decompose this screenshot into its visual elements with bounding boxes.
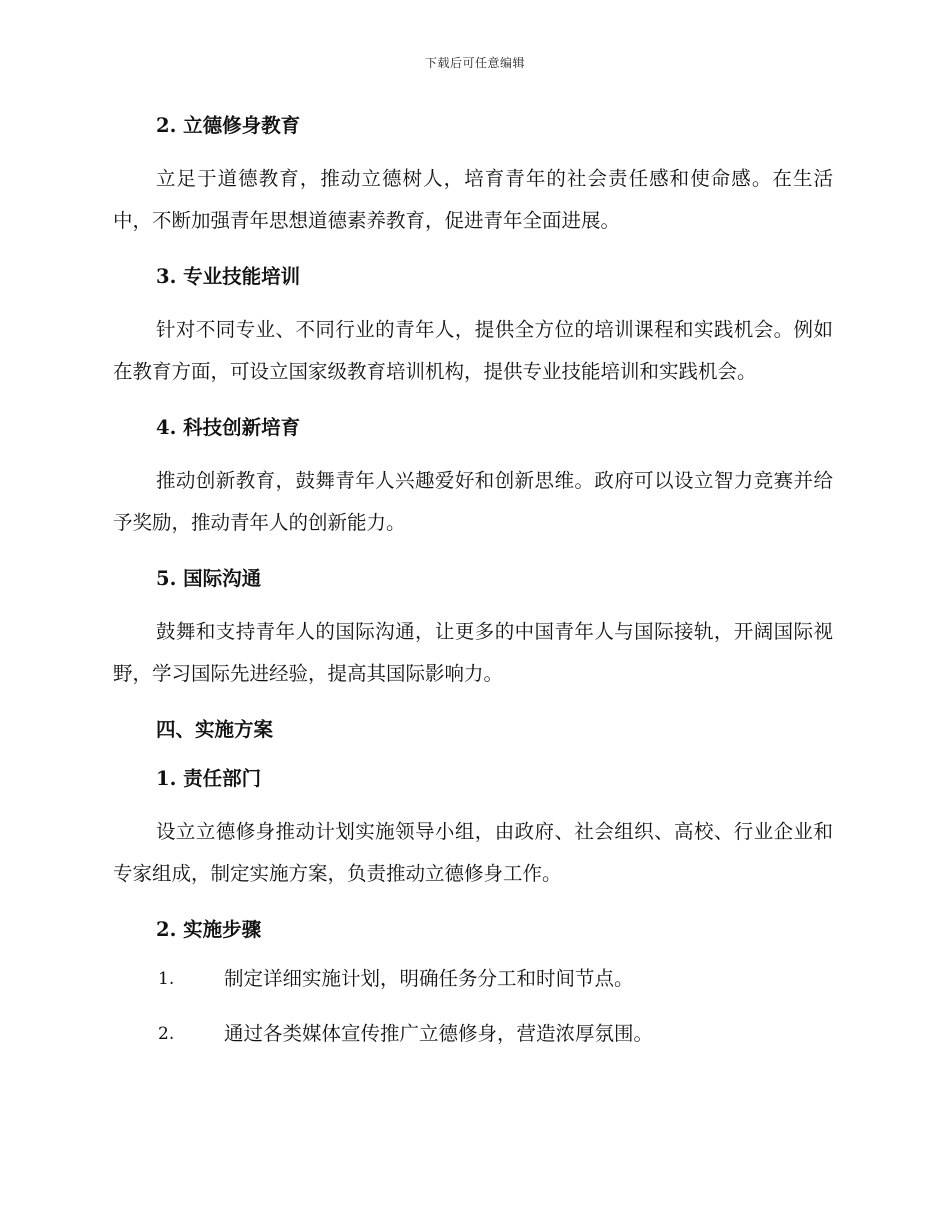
chapter-heading: 四、实施方案 (156, 718, 274, 741)
list-item (113, 965, 833, 993)
section-paragraph: 立足于道德教育，推动立德树人，培育青年的社会责任感和使命感。在生活中，不断加强青年思想道德素养教育，促进青年全面进展。 (113, 167, 833, 232)
section-paragraph: 鼓舞和支持青年人的国际沟通，让更多的中国青年人与国际接轨，开阔国际视野，学习国际先进经验，提高其国际影响力。 (113, 620, 833, 685)
header-note: 下载后可任意编辑 (424, 56, 525, 70)
section-paragraph: 针对不同专业、不同行业的青年人，提供全方位的培训课程和实践机会。例如在教育方面，可设立国家级教育培训机构，提供专业技能培训和实践机会。 (113, 318, 833, 383)
section-heading: 4. 科技创新培育 (156, 416, 301, 439)
section-heading: 1. 责任部门 (156, 767, 262, 790)
section-heading: 3. 专业技能培训 (156, 265, 301, 288)
list-number: 2. (158, 1024, 175, 1044)
document-body (113, 112, 833, 1048)
section-heading: 2. 立德修身教育 (156, 114, 301, 137)
list-number: 1. (158, 969, 175, 989)
section-paragraph: 设立立德修身推动计划实施领导小组，由政府、社会组织、高校、行业企业和专家组成，制定实施方案，负责推动立德修身工作。 (113, 820, 833, 885)
list-text: 制定详细实施计划，明确任务分工和时间节点。 (224, 967, 634, 990)
section-heading: 2. 实施步骤 (156, 918, 262, 941)
section-paragraph: 推动创新教育，鼓舞青年人兴趣爱好和创新思维。政府可以设立智力竞赛并给予奖励，推动青年人的创新能力。 (113, 469, 833, 534)
list-item (113, 1020, 833, 1048)
section-heading: 5. 国际沟通 (156, 567, 262, 590)
list-text: 通过各类媒体宣传推广立德修身，营造浓厚氛围。 (224, 1022, 654, 1045)
